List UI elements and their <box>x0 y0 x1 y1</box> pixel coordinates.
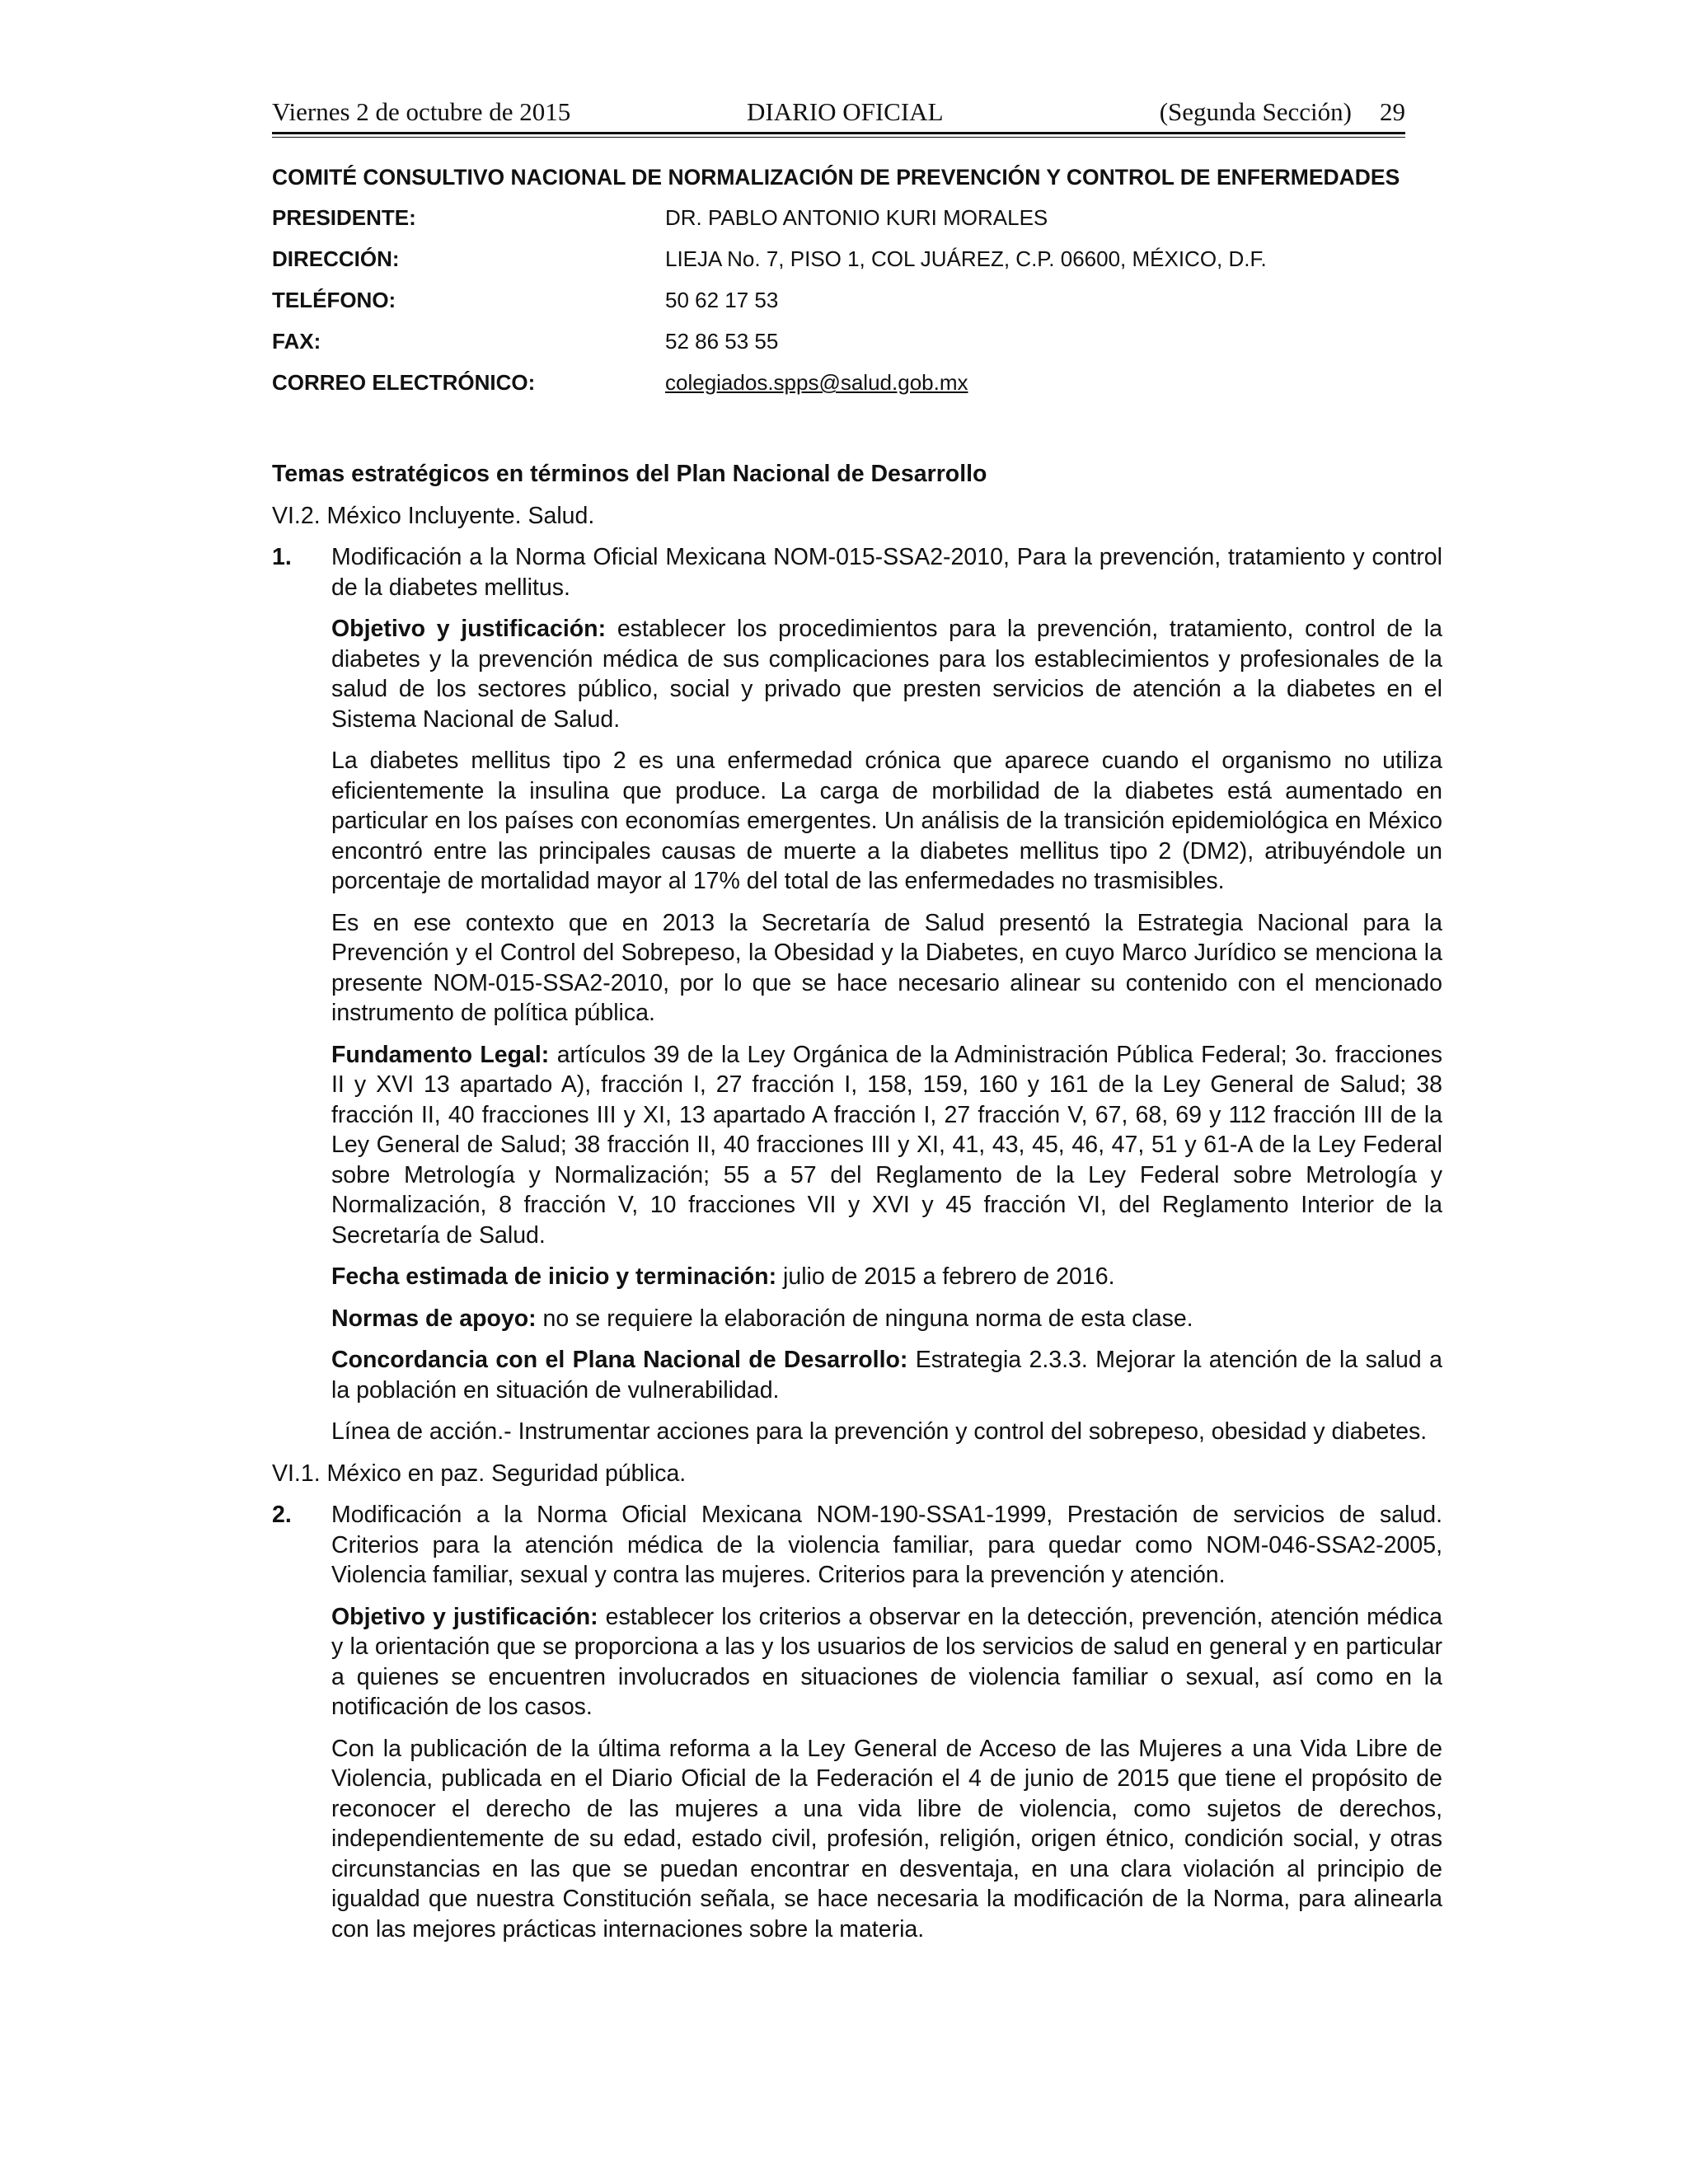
paragraph-linea: Línea de acción.- Instrumentar acciones para la prevención y control del sobrepeso, obesidad y diabetes. <box>331 1418 1428 1445</box>
committee-title: COMITÉ CONSULTIVO NACIONAL DE NORMALIZACIÓN DE PREVENCIÓN Y CONTROL DE ENFERMEDADES <box>272 165 1400 190</box>
group-title-salud: VI.2. México Incluyente. Salud. <box>272 502 595 529</box>
list-item-2 <box>272 1500 1442 1591</box>
group-title-seguridad: VI.1. México en paz. Seguridad pública. <box>272 1460 687 1487</box>
field-label: Normas de apoyo: <box>331 1305 537 1332</box>
committee-info <box>272 205 1442 411</box>
document-page <box>272 89 1442 1956</box>
paragraph-objetivo <box>272 614 1442 734</box>
field-label: Objetivo y justificación: <box>331 616 607 642</box>
paragraph: Es en ese contexto que en 2013 la Secretaría de Salud presentó la Estrategia Nacional para la Prevención y el Control del Sobrepeso, la Obesidad y la Diabetes, en cuyo Marco Jurídico se menciona la presente NOM-015-SSA2-2010, por lo que se hace necesario alinear su contenido con el mencionado instrumento de política pública. <box>331 909 1442 1026</box>
header-date: Viernes 2 de octubre de 2015 <box>272 97 571 126</box>
running-header <box>272 89 1405 134</box>
paragraph-objetivo <box>272 1602 1442 1722</box>
info-label: DIRECCIÓN: <box>272 246 400 271</box>
item-number: 2. <box>272 1502 292 1528</box>
paragraph: La diabetes mellitus tipo 2 es una enfermedad crónica que aparece cuando el organismo no utiliza eficientemente la insulina que produce. La carga de morbilidad de la diabetes está aumentado en particular en los países con economías emergentes. Un análisis de la transición epidemiológica en México encontró entre las principales causas de muerte a la diabetes mellitus tipo 2 (DM2), atribuyéndole un porcentaje de mortalidad mayor al 17% del total de las enfermedades no trasmisibles. <box>331 748 1442 894</box>
field-label: Concordancia con el Plana Nacional de Desarrollo: <box>331 1347 908 1373</box>
info-label: TELÉFONO: <box>272 288 396 312</box>
info-row-telefono <box>272 288 1442 329</box>
field-text: no se requiere la elaboración de ninguna norma de esta clase. <box>536 1305 1193 1332</box>
paragraph-fecha <box>272 1262 1442 1292</box>
header-section: (Segunda Sección) <box>1159 97 1352 126</box>
field-label: Fundamento Legal: <box>331 1041 550 1068</box>
info-row-direccion <box>272 246 1442 288</box>
info-label: PRESIDENTE: <box>272 205 416 230</box>
field-text: establecer los criterios a observar en la detección, prevención, atención médica y la orientación que se proporciona a las y los usuarios de los servicios de salud en general y en particular a quienes se encuentren involucrados en situaciones de violencia familiar o sexual, así como en la notificación de los casos. <box>331 1603 1442 1720</box>
header-rule-thick <box>272 132 1405 134</box>
item-title: Modificación a la Norma Oficial Mexicana NOM-190-SSA1-1999, Prestación de servicios de salud. Criterios para la atención médica de la violencia familiar, para quedar como NOM-046-SSA2-2005, Violencia familiar, sexual y contra las mujeres. Criterios para la prevención y atención. <box>331 1502 1442 1588</box>
paragraph-fundamento <box>272 1040 1442 1251</box>
header-publication: DIARIO OFICIAL <box>747 97 944 126</box>
field-label: Fecha estimada de inicio y terminación: <box>331 1263 777 1290</box>
info-label: CORREO ELECTRÓNICO: <box>272 370 536 395</box>
info-row-presidente <box>272 205 1442 246</box>
header-rule-thin <box>272 137 1405 138</box>
field-text: artículos 39 de la Ley Orgánica de la Administración Pública Federal; 3o. fracciones II y XVI 13 apartado A), fracción I, 27 fracción I, 158, 159, 160 y 161 de la Ley General de Salud; 38 fracción II, 40 fracciones III y XI, 13 apartado A fracción I, 27 fracción V, 67, 68, 69 y 112 fracción III de la Ley General de Salud; 38 fracción II, 40 fracciones III y XI, 41, 43, 45, 46, 47, 51 y 61-A de la Ley Federal sobre Metrología y Normalización; 55 a 57 del Reglamento de la Ley Federal sobre Metrología y Normalización, 8 fracción V, 10 fracciones VII y XVI y 45 fracción VI, del Reglamento Interior de la Secretaría de Salud. <box>331 1041 1442 1249</box>
header-section-page <box>1160 97 1405 127</box>
document-body <box>272 459 1442 1944</box>
info-row-fax <box>272 329 1442 370</box>
info-value: 50 62 17 53 <box>665 288 779 312</box>
item-number: 1. <box>272 544 292 570</box>
info-value: DR. PABLO ANTONIO KURI MORALES <box>665 205 1048 230</box>
list-item-1 <box>272 542 1442 602</box>
paragraph-concordancia <box>272 1345 1442 1405</box>
info-value: 52 86 53 55 <box>665 329 779 354</box>
item-title: Modificación a la Norma Oficial Mexicana NOM-015-SSA2-2010, Para la prevención, tratamiento y control de la diabetes mellitus. <box>331 544 1442 601</box>
paragraph: Con la publicación de la última reforma a la Ley General de Acceso de las Mujeres a una Vida Libre de Violencia, publicada en el Diario Oficial de la Federación el 4 de junio de 2015 que tiene el propósito de reconocer el derecho de las mujeres a una vida libre de violencia, como sujetos de derechos, independientemente de su edad, estado civil, profesión, religión, origen étnico, condición social, y otras circunstancias en las que se puedan encontrar en desventaja, en una clara violación al principio de igualdad que nuestra Constitución señala, se hace necesaria la modificación de la Norma, para alinearla con las mejores prácticas internaciones sobre la materia. <box>331 1735 1442 1943</box>
email-link[interactable]: colegiados.spps@salud.gob.mx <box>665 370 968 395</box>
info-row-correo <box>272 370 1442 411</box>
field-label: Objetivo y justificación: <box>331 1603 598 1630</box>
info-label: FAX: <box>272 329 321 354</box>
field-text: establecer los procedimientos para la prevención, tratamiento, control de la diabetes y la prevención médica de sus complicaciones para los establecimientos y profesionales de la salud de los sectores público, social y privado que presten servicios de atención a la diabetes en el Sistema Nacional de Salud. <box>331 616 1442 733</box>
field-text: julio de 2015 a febrero de 2016. <box>776 1263 1115 1290</box>
paragraph-normas <box>272 1304 1442 1334</box>
section-heading: Temas estratégicos en términos del Plan Nacional de Desarrollo <box>272 461 987 487</box>
field-text: Estrategia 2.3.3. Mejorar la atención de la salud a la población en situación de vulnerabilidad. <box>331 1347 1443 1404</box>
info-value: LIEJA No. 7, PISO 1, COL JUÁREZ, C.P. 06600, MÉXICO, D.F. <box>665 246 1267 271</box>
header-page-number: 29 <box>1380 97 1405 126</box>
